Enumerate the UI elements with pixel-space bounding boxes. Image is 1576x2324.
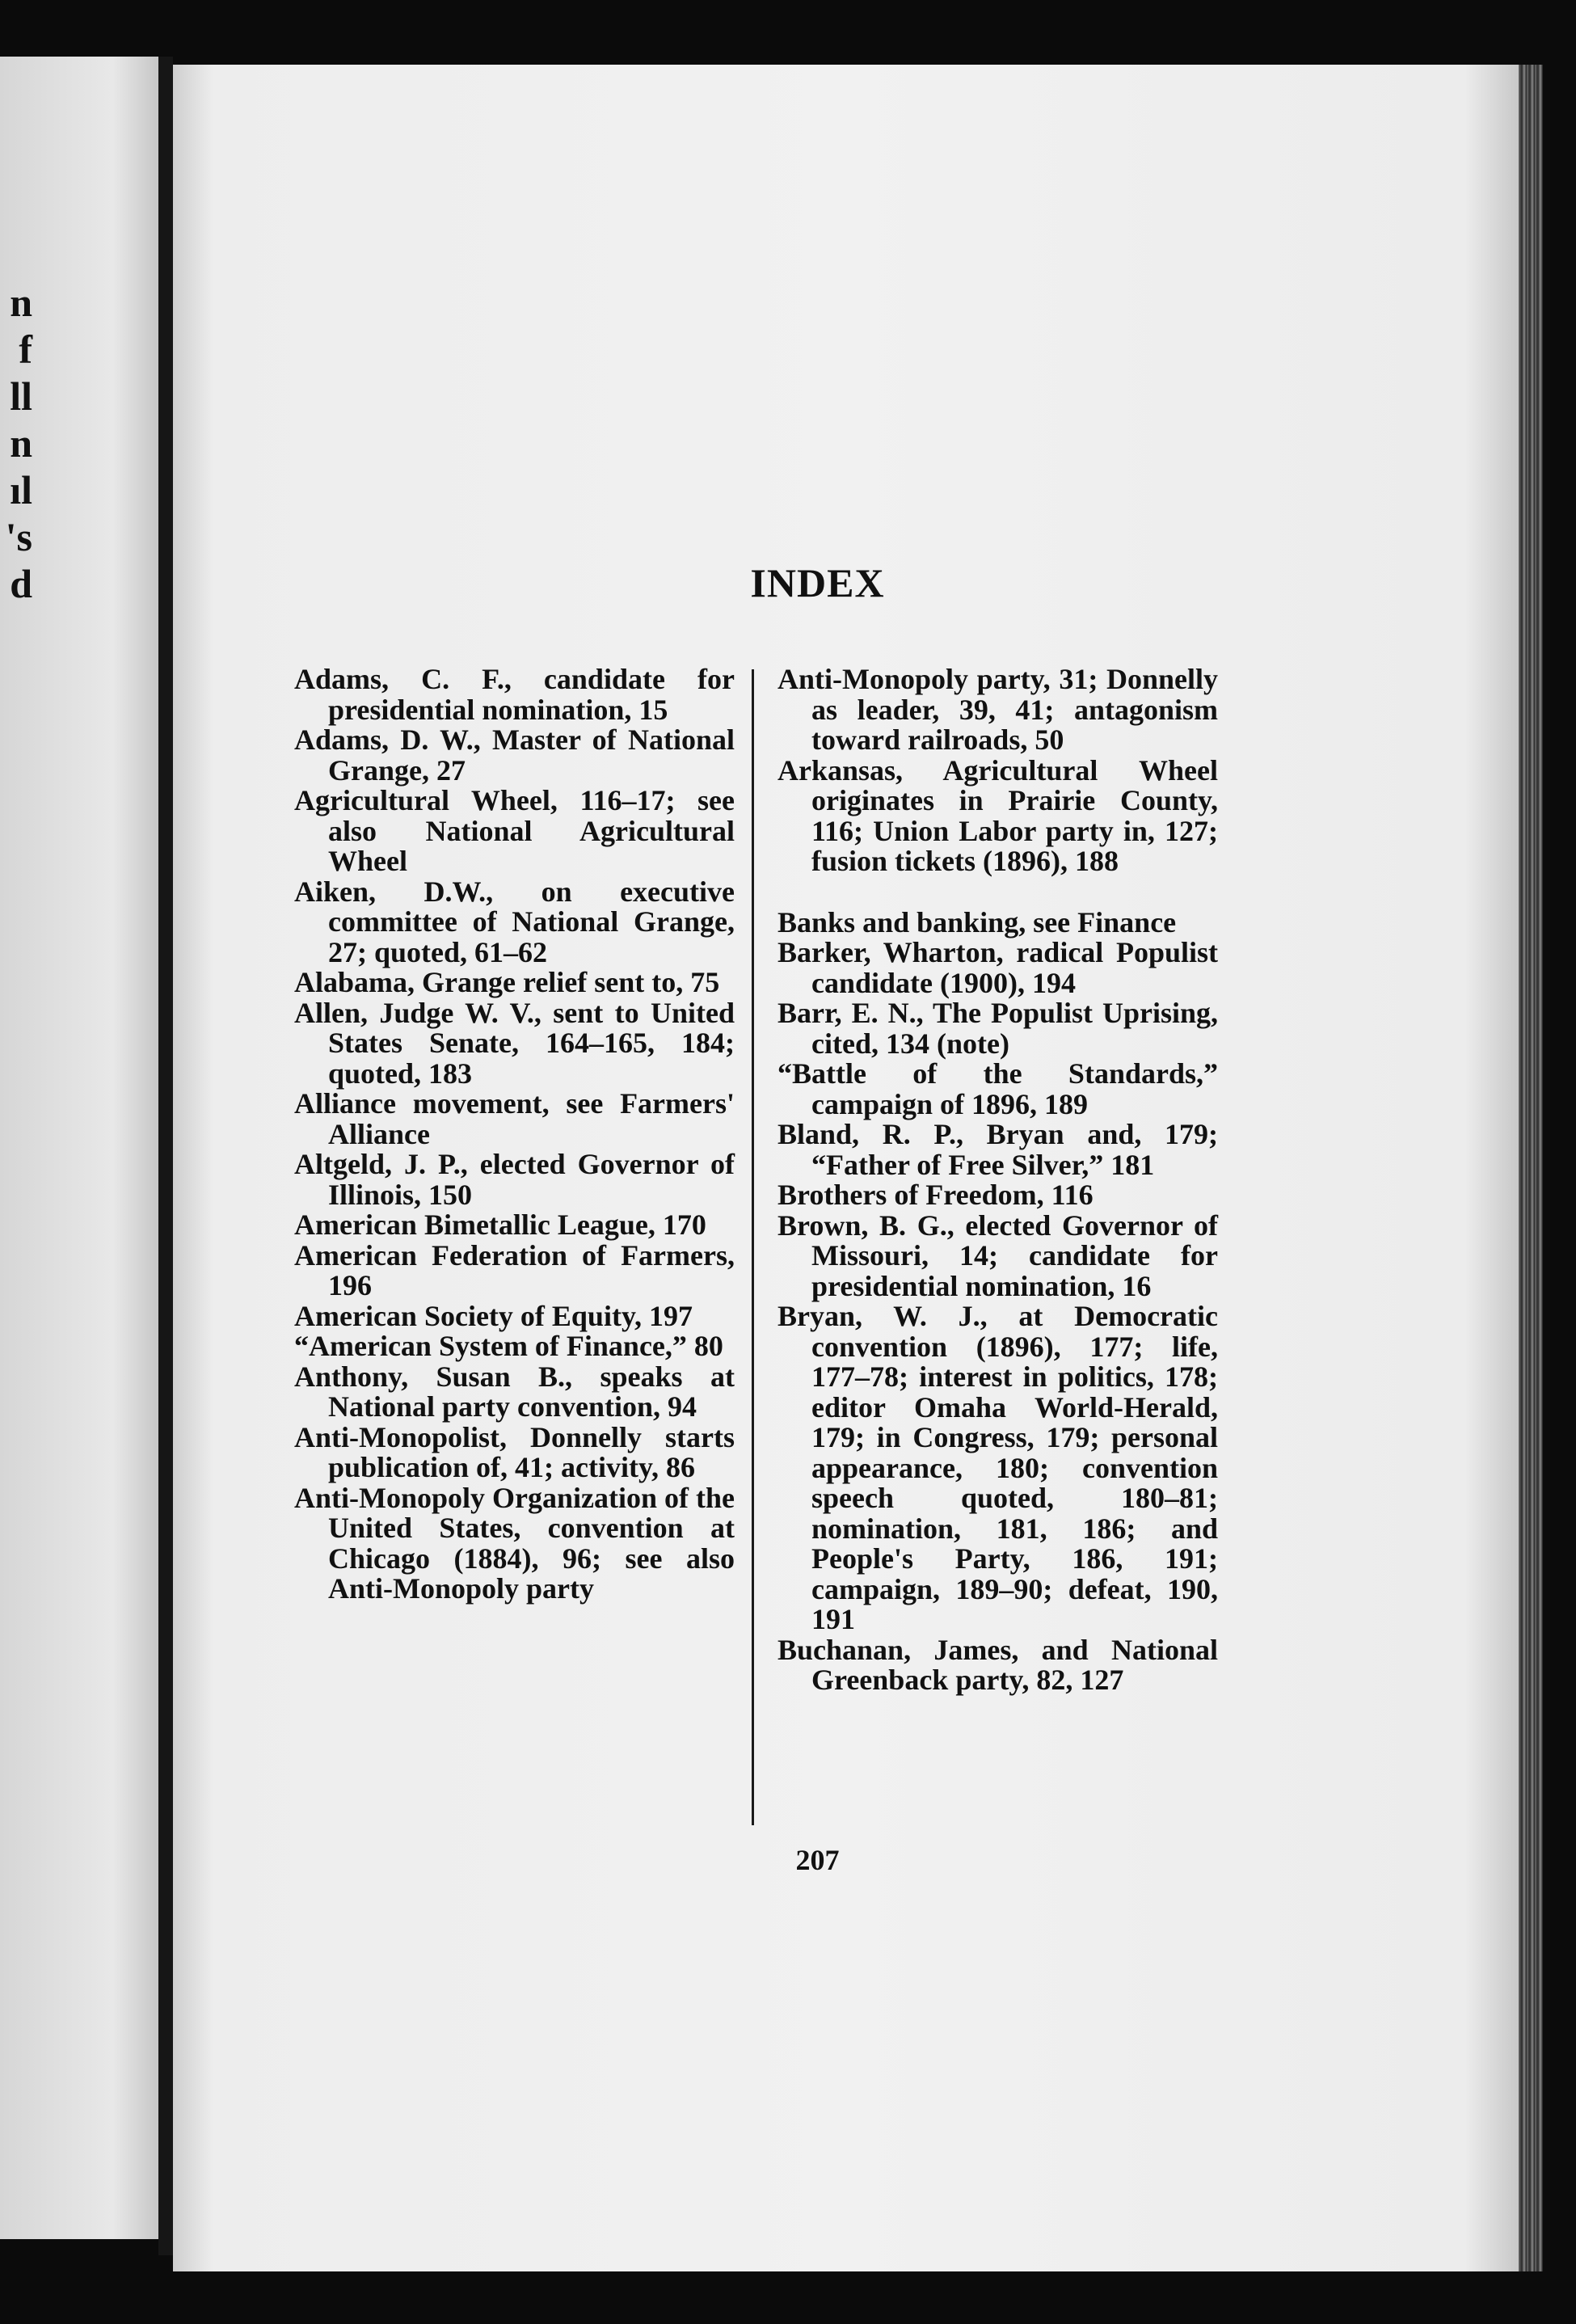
fragment-line: 's: [5, 514, 32, 559]
index-entry: Aiken, D.W., on executive committee of National Grange, 27; quoted, 61–62: [294, 875, 735, 968]
index-entry: Bland, R. P., Bryan and, 179; “Father of Free Silver,” 181: [777, 1118, 1218, 1181]
page-title: INDEX: [750, 560, 885, 605]
page-stack-edge: [1519, 65, 1543, 2271]
fragment-line: ıl: [10, 467, 32, 512]
index-entry: Allen, Judge W. V., sent to United States Senate, 164–165, 184; quoted, 183: [294, 996, 735, 1090]
index-entry: Anti-Monopoly Organization of the United States, convention at Chicago (1884), 96; see also Anti-Monopoly party: [294, 1481, 735, 1605]
index-entry: Adams, C. F., candidate for presidential nomination, 15: [294, 663, 735, 726]
page-number: 207: [795, 1844, 840, 1876]
index-entry: Altgeld, J. P., elected Governor of Illinois, 150: [294, 1148, 735, 1211]
index-entry: Barr, E. N., The Populist Uprising, cited, 134 (note): [777, 997, 1218, 1060]
index-entry: Adams, D. W., Master of National Grange, 27: [294, 723, 735, 787]
index-page: [173, 65, 1519, 2271]
index-entry: “American System of Finance,” 80: [294, 1330, 723, 1362]
index-entry: Anti-Monopolist, Donnelly starts publication of, 41; activity, 86: [294, 1420, 735, 1483]
fragment-line: f: [19, 327, 32, 372]
book-gutter: [158, 57, 173, 2255]
index-column-right: [777, 664, 1218, 1696]
index-column-left: [294, 664, 735, 1605]
index-entry: Buchanan, James, and National Greenback party, 82, 127: [777, 1633, 1218, 1696]
facing-page-text-fragment: [0, 279, 32, 607]
index-entry: Anti-Monopoly party, 31; Donnelly as leader, 39, 41; antagonism toward railroads, 50: [777, 663, 1218, 756]
index-entry: “Battle of the Standards,” campaign of 1896, 189: [777, 1057, 1218, 1120]
index-entry: Brown, B. G., elected Governor of Missouri, 14; candidate for presidential nomination, 16: [777, 1208, 1218, 1302]
index-entry: Bryan, W. J., at Democratic convention (1896), 177; life, 177–78; interest in politics, 178; editor Omaha World-Herald, 179; in Congress, 179; personal appearance, 180; convention speech quoted, 180–81; nomination, 181, 186; and People's Party, 186, 191; campaign, 189–90; defeat, 190, 191: [777, 1300, 1218, 1635]
index-entry: American Bimetallic League, 170: [294, 1208, 706, 1241]
index-entry: Alabama, Grange relief sent to, 75: [294, 966, 720, 998]
index-entry: Arkansas, Agricultural Wheel originates in Prairie County, 116; Union Labor party in, 127; fusion tickets (1896), 188: [777, 753, 1218, 877]
index-entry: American Society of Equity, 197: [294, 1299, 693, 1332]
fragment-line: n: [10, 280, 32, 325]
fragment-line: ll: [10, 373, 32, 419]
fragment-line: n: [10, 420, 32, 466]
index-entry: Agricultural Wheel, 116–17; see also National Agricultural Wheel: [294, 784, 735, 877]
index-entry: Anthony, Susan B., speaks at National party convention, 94: [294, 1360, 735, 1423]
index-entry: American Federation of Farmers, 196: [294, 1238, 735, 1301]
fragment-line: d: [10, 561, 32, 606]
index-entry: Banks and banking, see Finance: [777, 905, 1177, 938]
index-entry: Alliance movement, see Farmers' Alliance: [294, 1087, 735, 1150]
index-entry: Barker, Wharton, radical Populist candidate (1900), 194: [777, 936, 1218, 999]
index-entry: Brothers of Freedom, 116: [777, 1179, 1094, 1211]
column-divider: [752, 669, 754, 1825]
